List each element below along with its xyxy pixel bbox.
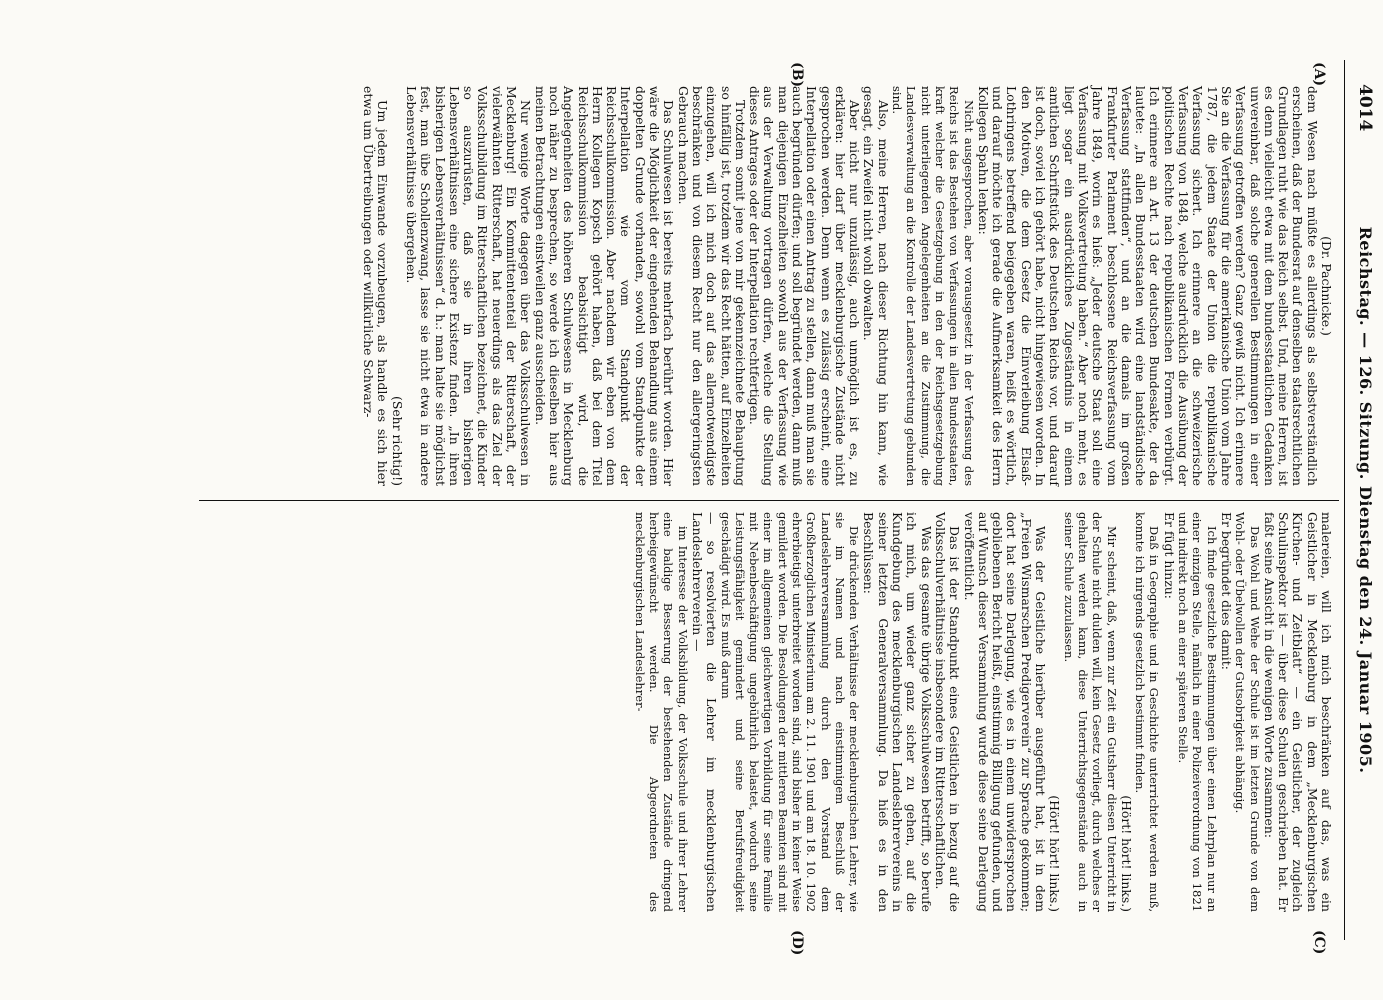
paragraph: Das ist der Standpunkt eines Geistlichen in bezug auf die Volksschulverhältnisse insbesondere im Rittersschaftlichen. [932,512,963,912]
quotation: Daß in Geographie und in Geschichte unterrichtet werden muß, konnte ich nirgends gesetzlich bestimmt finden. [1133,512,1162,912]
paragraph: Das Schulwesen ist bereits mehrfach berührt worden. Hier wäre die Möglichkeit der eingehenden Behandlung aus einem doppelten Grunde vorhanden, sowohl vom Standpunkte der Interpellation wie vom Standpunkt der Reichsschulkommission. Aber nachdem wir eben von dem Herrn Kollegen Kopsch gehört haben, daß bei dem Titel Reichsschulkommission beabsichtigt wird, die Angelegenheiten des höheren Schulwesens in Mecklenburg noch näher zu besprechen, so werde ich dieselben hier aus meinen Betrachtungen einstweilen ganz ausscheiden. [532,86,677,486]
paragraph: Aber nicht nur unzulässig, auch unmöglich ist es, zu erklären: hier darf über mecklenburgische Zustände nicht gesprochen werden. Denn wenn es zulässig erscheint, eine Interpellation oder einen Antrag zu stellen, dann muß man sie auch begründen dürfen; und soll begründet werden, dann muß man diejenigen Einzelheiten sowohl aus der Verfassung wie aus der Verwaltung vortragen dürfen, welche die Stellung dieses Antrages oder der Interpellation rechtfertigen. [747,86,863,486]
paragraph: Um jedem Einwande vorzubeugen, als handle es sich hier etwa um Übertreibungen oder willkürliche Schwarz- [361,86,391,486]
page-header [1337,0,1383,1000]
interjection: (Hört! hört! links.) [1118,795,1134,912]
margin-letter-a: (A) [1311,62,1327,87]
quotation: Ich finde gesetzliche Bestimmungen über einen Lehrplan nur an einer einzigen Stelle, nämlich in einer Polizeiverordnung von 1821 und indirekt noch an einer späteren Stelle. [1176,512,1219,912]
paragraph: Was das gesamte übrige Volksschulwesen betrifft, so berufe ich mich, um wieder ganz sicher zu gehen, auf die Kundgebung des mecklenburgischen Landeslehrervereins in seiner letzten Generalversammlung. Da hieß es in den Beschlüssen: [861,512,934,912]
quotation: Die drückenden Verhältnisse der mecklenburgischen Lehrer, wie sie im Namen und nach einstimmigem Beschluß der Landeslehrerversammlung durch den Vorstand dem Großherzoglichen Ministerium am 2. 11. 1901 und am 18. 10. 1902 ehrerbietigst unterbreitet worden sind, sind bisher in keiner Weise gemildert worden. Die Besoldungen der mittleren Beamten sind mit einer im allgemeinen gleichwertigen Vorbildung für seine Familie mit Nebenbeschäftigung ungebührlich belastet, wodurch seine Leistungsfähigkeit gemindert und seine Berufsfreudigkeit geschädigt wird. Es muß darum [718,512,862,912]
margin-letter-d: (D) [789,930,805,956]
paragraph: Also, meine Herren, nach dieser Richtung hin kann, wie gesagt, ein Zweifel nicht wohl obwalten. [861,86,891,486]
left-column [361,86,1333,486]
paragraph: Trotzdem somit jene von mir gekennzeichnete Behauptung so hinfällig ist, trotzdem wir das Recht hätten, auf Einzelheiten einzugehen, will ich mich doch auf das allernotwendigste beschränken und von diesem Recht nur den allergeringsten Gebrauch machen. [675,86,748,486]
header-rule [1344,60,1345,940]
paragraph: — so resolvierten die Lehrer im mecklenburgischen Landeslehrerverein — [689,512,720,912]
paragraph: Er fügt hinzu: [1161,512,1177,599]
margin-letter-c: (C) [1311,930,1327,955]
column-divider [199,500,1339,501]
quotation: Das Wohl und Wehe der Schule ist im letzten Grunde von dem Wohl- oder Übelwollen der Gutsobrigkeit abhängig. [1233,512,1262,912]
paragraph: Nur wenige Worte dagegen über das Volksschulwesen in Mecklenburg! Ein Kommittententeil der Ritterschaft, der vielerwähnten Ritterschaft, hat neuerdings als das Ziel der Volksschulbildung im Ritterschaftlichen bezeichnet, die Kinder so auszurüsten, daß sie in ihren bisherigen Lebensverhältnissen eine sichere Existenz finden. „In ihren bisherigen Lebensverhältnissen“ d. h.: man halte sie möglichst fest, man übe Schollenzwang, lasse sie nicht etwa in andere Lebensverhältnisse übergehen. [404,86,534,486]
speaker-label: (Dr. Pachnicke.) [1319,236,1334,336]
margin-letter-b: (B) [789,62,805,88]
paragraph: Was der Geistliche hierüber ausgeführt hat, ist in dem „Freien Wismarschen Predigerverein“ zur Sprache gekommen; dort hat seine Darlegung, wie es in einem unwidersprochen gebliebenen Bericht heißt, einstimmig Billigung gefunden, und auf Wunsch dieser Versammlung wurde diese seine Darlegung veröffentlicht. [961,512,1049,912]
paragraph: dem Wesen nach müßte es allerdings als selbstverständlich erscheinen, daß der Bundesrat auf denselben staatsrechtlichen Grundlagen ruht wie das Reich selbst. Und, meine Herren, ist es denn vielleicht etwa mit dem bundesstaatlichen Gedanken unvereinbar, daß solche generellen Bestimmungen in einer Verfassung getroffen werden? Ganz gewiß nicht. Ich erinnere Sie an die Verfassung für die amerikanische Union vom Jahre 1787, die jedem Staate der Union die republikanische Verfassung sichert. Ich erinnere an die schweizerische Verfassung von 1848, welche ausdrücklich die Ausübung der politischen Rechte nach republikanischen Formen verbürgt. Ich erinnere an Art. 13 der deutschen Bundesakte, der da lautete: „In allen Bundesstaaten wird eine landständische Verfassung stattfinden“, und an die damals im großen Frankfurter Parlament beschlossene Reichsverfassung vom Jahre 1849, worin es hieß: „Jeder deutsche Staat soll eine Verfassung mit Volksvertretung haben.“ Aber noch mehr, es liegt sogar ein ausdrückliches Zugeständnis in einem amtlichen Schriftstück des Deutschen Reichs vor, und darauf ist doch, soviel ich gehört habe, nicht hingewiesen worden. In den Motiven, die dem Gesetz die Einverleibung Elsaß-Lothringens betreffend beigegeben waren, heißt es wörtlich, und darauf möchte ich gerade die Aufmerksamkeit des Herrn Kollegen Spahn lenken: [975,86,1320,486]
page-title: Reichstag. — 126. Sitzung. Dienstag den 24. Januar 1905. [1356,226,1375,774]
right-column [632,512,1333,912]
page-number: 4014 [1355,84,1375,132]
interjection: (Sehr richtig!) [389,396,405,486]
paragraph: malereien, will ich mich beschränken auf das, was ein Geistlicher in Mecklenburg in dem „Mecklenburgischen Kirchen- und Zeitblatt“ — ein Geistlicher, der zugleich Schulinspektor ist — über diese Schulen geschrieben hat. Er faßt seine Ansicht in die wenigen Worte zusammen: [1261,512,1334,912]
quotation: Nicht ausgesprochen, aber vorausgesetzt in der Verfassung des Reichs ist das Bestehen von Verfassungen in allen Bundesstaaten, kraft welcher die Gesetzgebung in den der Reichsgesetzgebung nicht unterliegenden Angelegenheiten an die Zustimmung, die Landesverwaltung an die Kontrolle der Landesvertretung gebunden sind. [890,86,976,486]
paragraph: Er begründet dies damit: [1218,512,1234,670]
interjection: (Hört! hört! links.) [1047,795,1063,912]
quotation: im Interesse der Volksbildung, der Volksschule und ihrer Lehrer eine baldige Besserung der bestehenden Zustände dringend herbeigewünscht werden. Die Abgeordneten des mecklenburgischen Landeslehrer- [632,512,690,912]
quotation: Mir scheint, daß, wenn zur Zeit ein Gutsherr diesen Unterricht in der Schule nicht dulden will, kein Gesetz vorliegt, durch welches er gehalten werden kann, diese Unterrichtsgegenstände auch in seiner Schule zuzulassen. [1061,512,1119,912]
